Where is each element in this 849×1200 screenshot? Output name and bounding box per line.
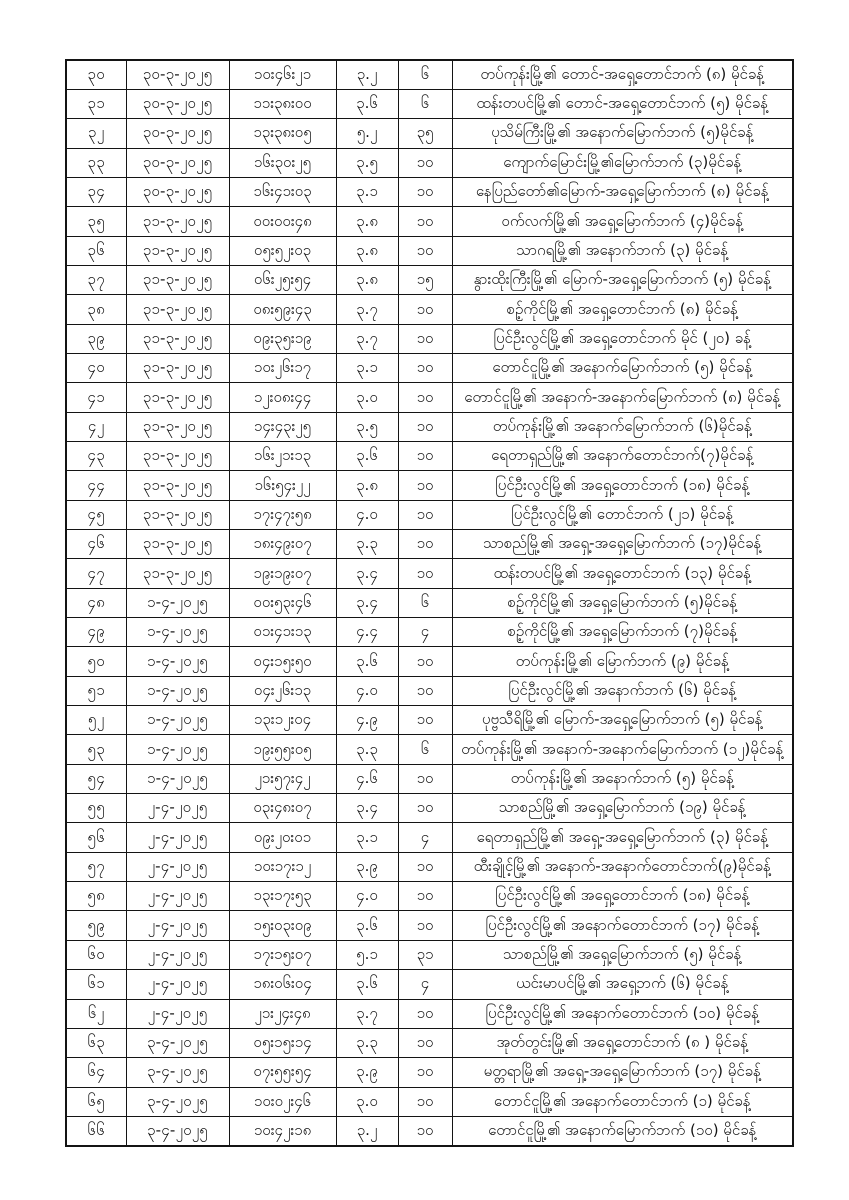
table-row — [66, 441, 793, 470]
magnitude-cell: ၅.၂ — [336, 119, 398, 148]
magnitude-cell: ၃.၁ — [336, 353, 398, 382]
date-cell: ၂-၄-၂၀၂၅ — [126, 970, 229, 999]
time-cell: ၁၁း၃၈း၀၀ — [229, 89, 336, 118]
depth-cell: ၃၁ — [398, 940, 452, 969]
depth-cell: ၁၀ — [398, 207, 452, 236]
serial-cell: ၆၆ — [66, 1116, 126, 1145]
location-cell: တပ်ကုန်းမြို့၏ အနောက်-အနောက်မြောက်ဘက် (၁၂)မိုင်ခန့် — [452, 735, 793, 764]
depth-cell: ၆ — [398, 735, 452, 764]
location-cell: ရေတာရှည်မြို့၏ အရှေ့-အရှေ့မြောက်ဘက် (၃) မိုင်ခန့် — [452, 823, 793, 852]
table-row — [66, 1087, 793, 1116]
time-cell: ၂၁း၅၇း၄၂ — [229, 764, 336, 793]
table-row — [66, 60, 793, 89]
location-cell: ပြင်ဦးလွင်မြို့၏ အနောက်ဘက် (၆) မိုင်ခန့် — [452, 676, 793, 705]
serial-cell: ၆၁ — [66, 970, 126, 999]
serial-cell: ၃၁ — [66, 89, 126, 118]
location-cell: တောင်ငူမြို့၏ အနောက်မြောက်ဘက် (၅) မိုင်ခန့် — [452, 353, 793, 382]
table-row — [66, 295, 793, 324]
date-cell: ၂-၄-၂၀၂၅ — [126, 999, 229, 1028]
table-body — [66, 60, 793, 1146]
depth-cell: ၁၀ — [398, 1028, 452, 1057]
date-cell: ၃၁-၃-၂၀၂၅ — [126, 471, 229, 500]
depth-cell: ၁၀ — [398, 911, 452, 940]
table-row — [66, 207, 793, 236]
depth-cell: ၁၀ — [398, 1116, 452, 1145]
location-cell: စဉ့်ကိုင်မြို့၏ အရှေ့မြောက်ဘက် (၇)မိုင်ခန့် — [452, 618, 793, 647]
magnitude-cell: ၄.၀ — [336, 882, 398, 911]
table-row — [66, 471, 793, 500]
date-cell: ၂-၄-၂၀၂၅ — [126, 794, 229, 823]
serial-cell: ၃၉ — [66, 324, 126, 353]
depth-cell: ၁၀ — [398, 471, 452, 500]
time-cell: ၀၉း၂၀း၀၁ — [229, 823, 336, 852]
serial-cell: ၅၃ — [66, 735, 126, 764]
serial-cell: ၄၁ — [66, 383, 126, 412]
magnitude-cell: ၃.၉ — [336, 852, 398, 881]
table-row — [66, 618, 793, 647]
depth-cell: ၁၀ — [398, 295, 452, 324]
serial-cell: ၅၅ — [66, 794, 126, 823]
date-cell: ၂-၄-၂၀၂၅ — [126, 882, 229, 911]
date-cell: ၃၁-၃-၂၀၂၅ — [126, 295, 229, 324]
time-cell: ၀၀း၀၀း၄၈ — [229, 207, 336, 236]
time-cell: ၁၅း၀၃း၀၉ — [229, 911, 336, 940]
date-cell: ၃၀-၃-၂၀၂၅ — [126, 89, 229, 118]
magnitude-cell: ၃.၅ — [336, 148, 398, 177]
depth-cell: ၆ — [398, 588, 452, 617]
table-row — [66, 823, 793, 852]
serial-cell: ၅၆ — [66, 823, 126, 852]
date-cell: ၂-၄-၂၀၂၅ — [126, 911, 229, 940]
date-cell: ၃၁-၃-၂၀၂၅ — [126, 559, 229, 588]
date-cell: ၃၁-၃-၂၀၂၅ — [126, 207, 229, 236]
magnitude-cell: ၃.၈ — [336, 236, 398, 265]
serial-cell: ၅၀ — [66, 647, 126, 676]
table-row — [66, 970, 793, 999]
location-cell: မတ္တရာမြို့၏ အရှေ့-အရှေ့မြောက်ဘက် (၁၇) မိုင်ခန့် — [452, 1058, 793, 1087]
location-cell: ယင်းမာပင်မြို့၏ အရှေ့ဘက် (၆) မိုင်ခန့် — [452, 970, 793, 999]
depth-cell: ၁၀ — [398, 852, 452, 881]
depth-cell: ၁၀ — [398, 177, 452, 206]
date-cell: ၃၀-၃-၂၀၂၅ — [126, 148, 229, 177]
date-cell: ၃၀-၃-၂၀၂၅ — [126, 177, 229, 206]
depth-cell: ၁၀ — [398, 1087, 452, 1116]
serial-cell: ၄၉ — [66, 618, 126, 647]
depth-cell: ၁၀ — [398, 383, 452, 412]
date-cell: ၃၁-၃-၂၀၂၅ — [126, 500, 229, 529]
magnitude-cell: ၃.၆ — [336, 89, 398, 118]
magnitude-cell: ၃.၃ — [336, 1028, 398, 1057]
time-cell: ၁၇း၁၅း၀၇ — [229, 940, 336, 969]
table-row — [66, 412, 793, 441]
time-cell: ၁၀း၄၆း၂၁ — [229, 60, 336, 89]
magnitude-cell: ၃.၉ — [336, 1058, 398, 1087]
time-cell: ၁၈း၄၉း၀၇ — [229, 530, 336, 559]
time-cell: ၂၁း၂၄း၄၈ — [229, 999, 336, 1028]
location-cell: ကျောက်မြောင်းမြို့၏မြောက်ဘက် (၃)မိုင်ခန့် — [452, 148, 793, 177]
location-cell: တောင်ငူမြို့၏ အနောက်တောင်ဘက် (၁) မိုင်ခန့် — [452, 1087, 793, 1116]
serial-cell: ၃၅ — [66, 207, 126, 236]
serial-cell: ၄၇ — [66, 559, 126, 588]
depth-cell: ၁၀ — [398, 999, 452, 1028]
time-cell: ၁၆း၅၄း၂၂ — [229, 471, 336, 500]
location-cell: တောင်ငူမြို့၏ အနောက်မြောက်ဘက် (၁၀) မိုင်ခန့် — [452, 1116, 793, 1145]
magnitude-cell: ၄.၄ — [336, 618, 398, 647]
location-cell: နေပြည်တော်၏မြောက်-အရှေ့မြောက်ဘက် (၈) မိုင်ခန့် — [452, 177, 793, 206]
date-cell: ၃၁-၃-၂၀၂၅ — [126, 441, 229, 470]
depth-cell: ၁၅ — [398, 265, 452, 294]
serial-cell: ၅၈ — [66, 882, 126, 911]
magnitude-cell: ၃.၄ — [336, 794, 398, 823]
serial-cell: ၅၂ — [66, 706, 126, 735]
magnitude-cell: ၃.၆ — [336, 441, 398, 470]
time-cell: ၁၉း၁၉း၀၇ — [229, 559, 336, 588]
serial-cell: ၆၀ — [66, 940, 126, 969]
magnitude-cell: ၃.၈ — [336, 471, 398, 500]
magnitude-cell: ၃.၇ — [336, 324, 398, 353]
date-cell: ၂-၄-၂၀၂၅ — [126, 852, 229, 881]
location-cell: တောင်ငူမြို့၏ အနောက်-အနောက်မြောက်ဘက် (၈) မိုင်ခန့် — [452, 383, 793, 412]
table-row — [66, 324, 793, 353]
depth-cell: ၁၀ — [398, 676, 452, 705]
date-cell: ၁-၄-၂၀၂၅ — [126, 618, 229, 647]
table-row — [66, 647, 793, 676]
time-cell: ၁၀း၁၇း၁၂ — [229, 852, 336, 881]
time-cell: ၀၃း၄၈း၀၇ — [229, 794, 336, 823]
serial-cell: ၃၀ — [66, 60, 126, 89]
date-cell: ၃၁-၃-၂၀၂၅ — [126, 530, 229, 559]
depth-cell: ၁၀ — [398, 148, 452, 177]
table-row — [66, 500, 793, 529]
magnitude-cell: ၄.၆ — [336, 764, 398, 793]
magnitude-cell: ၃.၃ — [336, 530, 398, 559]
serial-cell: ၅၉ — [66, 911, 126, 940]
date-cell: ၃-၄-၂၀၂၅ — [126, 1116, 229, 1145]
table-row — [66, 764, 793, 793]
table-row — [66, 89, 793, 118]
table-row — [66, 383, 793, 412]
depth-cell: ၁၀ — [398, 1058, 452, 1087]
date-cell: ၃၁-၃-၂၀၂၅ — [126, 383, 229, 412]
magnitude-cell: ၄.၉ — [336, 706, 398, 735]
serial-cell: ၆၃ — [66, 1028, 126, 1057]
table-row — [66, 940, 793, 969]
magnitude-cell: ၃.၆ — [336, 911, 398, 940]
time-cell: ၀၅း၁၅း၁၄ — [229, 1028, 336, 1057]
magnitude-cell: ၃.၂ — [336, 1116, 398, 1145]
table-row — [66, 676, 793, 705]
serial-cell: ၃၈ — [66, 295, 126, 324]
location-cell: စဉ့်ကိုင်မြို့၏ အရှေ့တောင်ဘက် (၈) မိုင်ခန့် — [452, 295, 793, 324]
time-cell: ၁၇း၄၇း၅၈ — [229, 500, 336, 529]
location-cell: ပြင်ဦးလွင်မြို့၏ အရှေ့တောင်ဘက် မိုင် (၂၀) ခန့် — [452, 324, 793, 353]
depth-cell: ၄ — [398, 970, 452, 999]
location-cell: သာဂရမြို့၏ အနောက်ဘက် (၃) မိုင်ခန့် — [452, 236, 793, 265]
depth-cell: ၁၀ — [398, 324, 452, 353]
magnitude-cell: ၃.၁ — [336, 177, 398, 206]
location-cell: အုတ်တွင်းမြို့၏ အရှေ့တောင်ဘက် (၈ ) မိုင်ခန့် — [452, 1028, 793, 1057]
depth-cell: ၁၀ — [398, 559, 452, 588]
time-cell: ၁၀း၄၂း၁၈ — [229, 1116, 336, 1145]
table-row — [66, 588, 793, 617]
date-cell: ၁-၄-၂၀၂၅ — [126, 676, 229, 705]
time-cell: ၁၈း၀၆း၀၄ — [229, 970, 336, 999]
date-cell: ၂-၄-၂၀၂၅ — [126, 940, 229, 969]
magnitude-cell: ၃.၂ — [336, 60, 398, 89]
time-cell: ၀၄း၂၆း၁၃ — [229, 676, 336, 705]
time-cell: ၁၃း၃၈း၀၅ — [229, 119, 336, 148]
depth-cell: ၁၀ — [398, 412, 452, 441]
location-cell: ပြင်ဦးလွင်မြို့၏ အရှေ့တောင်ဘက် (၁၈) မိုင်ခန့် — [452, 882, 793, 911]
serial-cell: ၃၄ — [66, 177, 126, 206]
serial-cell: ၄၃ — [66, 441, 126, 470]
table-row — [66, 735, 793, 764]
date-cell: ၁-၄-၂၀၂၅ — [126, 588, 229, 617]
time-cell: ၀၀း၅၃း၄၆ — [229, 588, 336, 617]
serial-cell: ၃၆ — [66, 236, 126, 265]
date-cell: ၁-၄-၂၀၂၅ — [126, 706, 229, 735]
location-cell: ပုသိမ်ကြီးမြို့၏ အနောက်မြောက်ဘက် (၅)မိုင်ခန့် — [452, 119, 793, 148]
table-row — [66, 882, 793, 911]
location-cell: သာစည်မြို့၏ အရှေ့မြောက်ဘက် (၁၉) မိုင်ခန့် — [452, 794, 793, 823]
magnitude-cell: ၃.၄ — [336, 588, 398, 617]
time-cell: ၀၈း၅၉း၄၃ — [229, 295, 336, 324]
depth-cell: ၁၀ — [398, 647, 452, 676]
table-row — [66, 706, 793, 735]
location-cell: ဝက်လက်မြို့၏ အရှေ့မြောက်ဘက် (၄)မိုင်ခန့် — [452, 207, 793, 236]
table-row — [66, 236, 793, 265]
serial-cell: ၄၅ — [66, 500, 126, 529]
serial-cell: ၃၂ — [66, 119, 126, 148]
time-cell: ၁၃း၁၂း၀၄ — [229, 706, 336, 735]
serial-cell: ၆၂ — [66, 999, 126, 1028]
table-row — [66, 852, 793, 881]
depth-cell: ၄ — [398, 618, 452, 647]
magnitude-cell: ၃.၄ — [336, 559, 398, 588]
location-cell: ပုဗ္ဗသီရိမြို့၏ မြောက်-အရှေ့မြောက်ဘက် (၅) မိုင်ခန့် — [452, 706, 793, 735]
date-cell: ၃၁-၃-၂၀၂၅ — [126, 236, 229, 265]
depth-cell: ၁၀ — [398, 236, 452, 265]
table-row — [66, 530, 793, 559]
earthquake-table — [65, 59, 794, 1147]
date-cell: ၁-၄-၂၀၂၅ — [126, 764, 229, 793]
table-row — [66, 794, 793, 823]
magnitude-cell: ၃.၀ — [336, 383, 398, 412]
table-row — [66, 353, 793, 382]
time-cell: ၀၆း၂၅း၅၄ — [229, 265, 336, 294]
location-cell: စဉ့်ကိုင်မြို့၏ အရှေ့မြောက်ဘက် (၅)မိုင်ခန့် — [452, 588, 793, 617]
date-cell: ၃-၄-၂၀၂၅ — [126, 1028, 229, 1057]
depth-cell: ၁၀ — [398, 530, 452, 559]
location-cell: နွားထိုးကြီးမြို့၏ မြောက်-အရှေ့မြောက်ဘက် (၅) မိုင်ခန့် — [452, 265, 793, 294]
time-cell: ၁၀း၂၆း၁၇ — [229, 353, 336, 382]
depth-cell: ၆ — [398, 89, 452, 118]
location-cell: ပြင်ဦးလွင်မြို့၏ တောင်ဘက် (၂၁) မိုင်ခန့် — [452, 500, 793, 529]
table-row — [66, 1116, 793, 1145]
location-cell: ထန်းတပင်မြို့၏ တောင်-အရှေ့တောင်ဘက် (၅) မိုင်ခန့် — [452, 89, 793, 118]
time-cell: ၀၉း၃၅း၁၉ — [229, 324, 336, 353]
time-cell: ၀၅း၅၂း၀၃ — [229, 236, 336, 265]
magnitude-cell: ၃.၇ — [336, 999, 398, 1028]
location-cell: တပ်ကုန်းမြို့၏ တောင်-အရှေ့တောင်ဘက် (၈) မိုင်ခန့် — [452, 60, 793, 89]
time-cell: ၁၃း၁၇း၅၃ — [229, 882, 336, 911]
table-row — [66, 559, 793, 588]
depth-cell: ၄ — [398, 823, 452, 852]
depth-cell: ၁၀ — [398, 441, 452, 470]
depth-cell: ၁၀ — [398, 794, 452, 823]
date-cell: ၁-၄-၂၀၂၅ — [126, 647, 229, 676]
location-cell: ပြင်ဦးလွင်မြို့၏ အရှေ့တောင်ဘက် (၁၈) မိုင်ခန့် — [452, 471, 793, 500]
table-row — [66, 148, 793, 177]
serial-cell: ၄၂ — [66, 412, 126, 441]
time-cell: ၀၄း၁၅း၅၀ — [229, 647, 336, 676]
table-row — [66, 999, 793, 1028]
date-cell: ၃၁-၃-၂၀၂၅ — [126, 324, 229, 353]
time-cell: ၀၇း၅၅း၅၄ — [229, 1058, 336, 1087]
location-cell: ပြင်ဦးလွင်မြို့၏ အနောက်တောင်ဘက် (၁၀) မိုင်ခန့် — [452, 999, 793, 1028]
magnitude-cell: ၃.၃ — [336, 735, 398, 764]
magnitude-cell: ၃.၈ — [336, 207, 398, 236]
magnitude-cell: ၃.၆ — [336, 970, 398, 999]
depth-cell: ၁၀ — [398, 706, 452, 735]
serial-cell: ၄၈ — [66, 588, 126, 617]
time-cell: ၁၄း၄၃း၂၅ — [229, 412, 336, 441]
location-cell: တပ်ကုန်းမြို့၏ အနောက်ဘက် (၅) မိုင်ခန့် — [452, 764, 793, 793]
depth-cell: ၆ — [398, 60, 452, 89]
table-row — [66, 119, 793, 148]
time-cell: ၁၆း၃၀း၂၅ — [229, 148, 336, 177]
magnitude-cell: ၃.၅ — [336, 412, 398, 441]
date-cell: ၁-၄-၂၀၂၅ — [126, 735, 229, 764]
serial-cell: ၆၄ — [66, 1058, 126, 1087]
date-cell: ၂-၄-၂၀၂၅ — [126, 823, 229, 852]
magnitude-cell: ၃.၇ — [336, 295, 398, 324]
serial-cell: ၅၇ — [66, 852, 126, 881]
location-cell: ရေတာရှည်မြို့၏ အနောက်တောင်ဘက်(၇)မိုင်ခန့် — [452, 441, 793, 470]
depth-cell: ၁၀ — [398, 882, 452, 911]
location-cell: သာစည်မြို့၏ အရှေ့မြောက်ဘက် (၅) မိုင်ခန့် — [452, 940, 793, 969]
magnitude-cell: ၄.၀ — [336, 676, 398, 705]
serial-cell: ၆၅ — [66, 1087, 126, 1116]
time-cell: ၁၂း၀၈း၄၄ — [229, 383, 336, 412]
date-cell: ၃၀-၃-၂၀၂၅ — [126, 119, 229, 148]
time-cell: ၁၆း၂၁း၁၃ — [229, 441, 336, 470]
location-cell: သာစည်မြို့၏ အရှေ့-အရှေ့မြောက်ဘက် (၁၇)မိုင်ခန့် — [452, 530, 793, 559]
time-cell: ၀၁း၄၁း၁၃ — [229, 618, 336, 647]
serial-cell: ၅၄ — [66, 764, 126, 793]
magnitude-cell: ၃.၁ — [336, 823, 398, 852]
magnitude-cell: ၃.၈ — [336, 265, 398, 294]
time-cell: ၁၆း၄၁း၀၃ — [229, 177, 336, 206]
location-cell: ပြင်ဦးလွင်မြို့၏ အနောက်တောင်ဘက် (၁၇) မိုင်ခန့် — [452, 911, 793, 940]
location-cell: တပ်ကုန်းမြို့၏ မြောက်ဘက် (၉) မိုင်ခန့် — [452, 647, 793, 676]
depth-cell: ၁၀ — [398, 500, 452, 529]
table-row — [66, 1028, 793, 1057]
table-row — [66, 265, 793, 294]
serial-cell: ၃၃ — [66, 148, 126, 177]
time-cell: ၁၉း၅၅း၀၅ — [229, 735, 336, 764]
table-row — [66, 911, 793, 940]
depth-cell: ၃၅ — [398, 119, 452, 148]
table-row — [66, 1058, 793, 1087]
magnitude-cell: ၅.၁ — [336, 940, 398, 969]
serial-cell: ၅၁ — [66, 676, 126, 705]
magnitude-cell: ၄.၀ — [336, 500, 398, 529]
magnitude-cell: ၃.၀ — [336, 1087, 398, 1116]
location-cell: ထန်းတပင်မြို့၏ အရှေ့တောင်ဘက် (၁၃) မိုင်ခန့် — [452, 559, 793, 588]
location-cell: ထီးချိုင့်မြို့၏ အနောက်-အနောက်တောင်ဘက်(၉)မိုင်ခန့် — [452, 852, 793, 881]
depth-cell: ၁၀ — [398, 764, 452, 793]
date-cell: ၃-၄-၂၀၂၅ — [126, 1058, 229, 1087]
table-row — [66, 177, 793, 206]
serial-cell: ၄၆ — [66, 530, 126, 559]
location-cell: တပ်ကုန်းမြို့၏ အနောက်မြောက်ဘက် (၆)မိုင်ခန့် — [452, 412, 793, 441]
magnitude-cell: ၃.၆ — [336, 647, 398, 676]
date-cell: ၃၁-၃-၂၀၂၅ — [126, 353, 229, 382]
serial-cell: ၄၀ — [66, 353, 126, 382]
date-cell: ၃၀-၃-၂၀၂၅ — [126, 60, 229, 89]
date-cell: ၃-၄-၂၀၂၅ — [126, 1087, 229, 1116]
serial-cell: ၄၄ — [66, 471, 126, 500]
serial-cell: ၃၇ — [66, 265, 126, 294]
date-cell: ၃၁-၃-၂၀၂၅ — [126, 412, 229, 441]
time-cell: ၁၀း၀၂း၄၆ — [229, 1087, 336, 1116]
date-cell: ၃၁-၃-၂၀၂၅ — [126, 265, 229, 294]
depth-cell: ၁၀ — [398, 353, 452, 382]
